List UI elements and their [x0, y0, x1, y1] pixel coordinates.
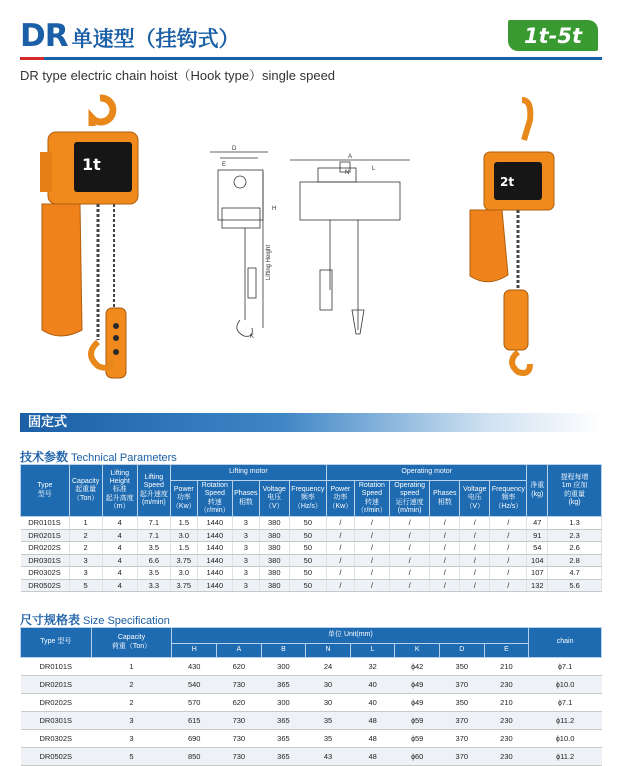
table-row	[21, 730, 602, 748]
table-cell: /	[354, 529, 389, 542]
table-cell: /	[430, 529, 460, 542]
table-cell: 3	[91, 712, 172, 730]
diameter-icon: ϕ	[555, 736, 560, 743]
page-title: 单速型（挂钩式）	[71, 27, 240, 51]
table-cell: 7.1	[137, 529, 170, 542]
table-cell: ϕ49	[395, 694, 440, 712]
th-lifting-height: Lifting Height 标准 起升高度 （m）	[102, 465, 137, 517]
table-cell: /	[490, 554, 527, 567]
page-subtitle: DR type electric chain hoist（Hook type）single speed	[20, 68, 336, 83]
table-cell: DR0502S	[21, 579, 70, 592]
th-voltage: Voltage 电压 （V）	[259, 481, 289, 517]
table-cell: 730	[217, 748, 262, 766]
th-size-col-k: K	[395, 644, 440, 658]
th-chain-weight: 提程每增 1m 应加 的重量 (kg)	[548, 465, 602, 517]
dim-label-k: K	[250, 334, 255, 340]
table-row	[21, 676, 602, 694]
hoist-photo-right	[462, 90, 567, 385]
table-cell: DR0101S	[21, 658, 92, 676]
th-lifting-motor: Lifting motor	[170, 465, 326, 481]
table-cell: 1440	[197, 579, 232, 592]
table-cell: 104	[527, 554, 548, 567]
table-cell: 91	[527, 529, 548, 542]
hoist-photo-left	[28, 90, 148, 385]
table-cell: ϕ49	[395, 676, 440, 694]
table-cell: DR0201S	[21, 529, 70, 542]
table-cell: 430	[172, 658, 217, 676]
tech-title-en: Technical Parameters	[71, 452, 177, 464]
table-cell: 50	[289, 529, 326, 542]
table-cell: /	[326, 554, 354, 567]
table-cell: /	[389, 517, 429, 530]
table-cell: DR0202S	[21, 542, 70, 555]
th-size-col-a: A	[217, 644, 262, 658]
table-cell: 370	[440, 748, 485, 766]
table-cell: ϕ10.0	[529, 676, 602, 694]
th-op-frequency: Frequency 频率 （Hz/s）	[490, 481, 527, 517]
table-cell: /	[389, 579, 429, 592]
diameter-icon: ϕ	[411, 754, 415, 761]
table-cell: 2	[91, 676, 172, 694]
size-title-cn: 尺寸规格表	[20, 613, 81, 627]
table-cell: /	[389, 554, 429, 567]
table-cell: 7.1	[137, 517, 170, 530]
tech-params-body	[21, 517, 602, 592]
diameter-icon: ϕ	[555, 682, 560, 689]
table-cell: /	[490, 579, 527, 592]
th-size-col-e: E	[484, 644, 529, 658]
table-cell: /	[460, 567, 490, 580]
table-cell: 230	[484, 712, 529, 730]
th-frequency: Frequency 频率 （Hz/s）	[289, 481, 326, 517]
table-cell: /	[354, 542, 389, 555]
table-cell: 2	[69, 542, 102, 555]
table-cell: 620	[217, 658, 262, 676]
th-size-unit: 单位 Unit(mm)	[172, 628, 529, 644]
dim-label-h: H	[272, 206, 277, 212]
table-cell: 370	[440, 676, 485, 694]
diameter-icon: ϕ	[411, 736, 415, 743]
table-cell: 230	[484, 730, 529, 748]
table-cell: 380	[259, 529, 289, 542]
dim-label-a: A	[348, 154, 353, 160]
table-cell: 300	[261, 658, 306, 676]
table-cell: DR0202S	[21, 694, 92, 712]
table-cell: 4	[102, 567, 137, 580]
section-bar	[20, 413, 602, 432]
table-cell: 620	[217, 694, 262, 712]
table-cell: 350	[440, 658, 485, 676]
table-cell: 2	[69, 529, 102, 542]
th-power: Power 功率 （Kw）	[170, 481, 197, 517]
table-row	[21, 658, 602, 676]
size-title-en: Size Specification	[83, 615, 170, 627]
table-cell: 3.75	[170, 554, 197, 567]
capacity-plate-right: 2t	[500, 175, 515, 189]
table-cell: /	[389, 567, 429, 580]
capacity-plate-left: 1t	[82, 155, 101, 174]
table-cell: 365	[261, 676, 306, 694]
th-type: Type 型号	[21, 465, 70, 517]
table-cell: 615	[172, 712, 217, 730]
table-cell: 3.0	[170, 567, 197, 580]
table-cell: 50	[289, 542, 326, 555]
dim-label-l: L	[372, 166, 376, 172]
table-cell: /	[354, 517, 389, 530]
table-cell: 3	[232, 542, 259, 555]
diameter-icon: ϕ	[557, 664, 562, 671]
table-cell: 4	[102, 529, 137, 542]
table-cell: ϕ10.0	[529, 730, 602, 748]
table-cell: 35	[306, 712, 351, 730]
table-cell: 2.3	[548, 529, 602, 542]
table-cell: 370	[440, 730, 485, 748]
table-cell: /	[430, 517, 460, 530]
table-cell: 5	[69, 579, 102, 592]
table-cell: 1	[91, 658, 172, 676]
table-cell: 6.6	[137, 554, 170, 567]
table-cell: 3	[232, 579, 259, 592]
table-cell: 380	[259, 567, 289, 580]
table-cell: 2.6	[548, 542, 602, 555]
table-cell: 210	[484, 694, 529, 712]
table-cell: DR0101S	[21, 517, 70, 530]
table-cell: ϕ59	[395, 712, 440, 730]
table-cell: /	[460, 579, 490, 592]
th-op-power: Power 功率 （Kw）	[326, 481, 354, 517]
th-size-col-d: D	[440, 644, 485, 658]
diameter-icon: ϕ	[556, 718, 561, 725]
dim-label-e: E	[222, 162, 227, 168]
diameter-icon: ϕ	[411, 682, 415, 689]
table-cell: /	[326, 579, 354, 592]
table-cell: 350	[440, 694, 485, 712]
table-cell: /	[460, 529, 490, 542]
table-cell: 1440	[197, 554, 232, 567]
th-op-voltage: Voltage 电压 （V）	[460, 481, 490, 517]
table-cell: DR0302S	[21, 730, 92, 748]
th-size-col-h: H	[172, 644, 217, 658]
th-operating-motor: Operating motor	[326, 465, 527, 481]
table-cell: ϕ7.1	[529, 694, 602, 712]
dim-label-lifting-height: Lifting Height	[266, 244, 272, 280]
page-header	[20, 18, 240, 54]
th-size-col-n: N	[306, 644, 351, 658]
table-cell: 4	[102, 542, 137, 555]
table-cell: 3.0	[170, 529, 197, 542]
brand-title: DR	[20, 18, 68, 54]
table-cell: 3	[232, 529, 259, 542]
table-cell: 380	[259, 579, 289, 592]
table-cell: 30	[306, 694, 351, 712]
table-cell: ϕ42	[395, 658, 440, 676]
table-cell: /	[389, 542, 429, 555]
table-cell: 690	[172, 730, 217, 748]
table-cell: 570	[172, 694, 217, 712]
th-phases: Phases 相数	[232, 481, 259, 517]
table-cell: 5.6	[548, 579, 602, 592]
table-cell: 3	[232, 567, 259, 580]
dim-label-n: N	[345, 170, 350, 176]
th-rotation: Rotation Speed 转速 （r/min）	[197, 481, 232, 517]
table-cell: 40	[350, 676, 395, 694]
section-title: 固定式	[28, 415, 68, 430]
table-cell: 47	[527, 517, 548, 530]
table-cell: 1.3	[548, 517, 602, 530]
table-cell: 40	[350, 694, 395, 712]
table-cell: 3	[232, 554, 259, 567]
table-row	[21, 554, 602, 567]
table-cell: 730	[217, 676, 262, 694]
table-cell: /	[430, 542, 460, 555]
table-cell: 230	[484, 748, 529, 766]
header-rule-red	[20, 57, 44, 60]
table-cell: 380	[259, 554, 289, 567]
table-cell: 3.5	[137, 542, 170, 555]
table-cell: 1440	[197, 517, 232, 530]
table-cell: 2.8	[548, 554, 602, 567]
th-size-col-b: B	[261, 644, 306, 658]
table-cell: /	[430, 567, 460, 580]
size-spec-table	[20, 627, 602, 766]
table-cell: ϕ7.1	[529, 658, 602, 676]
table-cell: ϕ60	[395, 748, 440, 766]
table-cell: 54	[527, 542, 548, 555]
size-spec-body	[21, 658, 602, 766]
table-cell: 730	[217, 712, 262, 730]
table-cell: /	[460, 542, 490, 555]
table-cell: /	[430, 579, 460, 592]
th-weight: 净重 (kg)	[527, 465, 548, 517]
table-cell: 230	[484, 676, 529, 694]
table-cell: 3	[69, 567, 102, 580]
table-cell: /	[430, 554, 460, 567]
tech-params-table	[20, 464, 602, 592]
table-cell: ϕ11.2	[529, 712, 602, 730]
table-cell: DR0301S	[21, 554, 70, 567]
table-cell: DR0201S	[21, 676, 92, 694]
table-cell: DR0301S	[21, 712, 92, 730]
table-cell: 380	[259, 542, 289, 555]
table-cell: /	[354, 567, 389, 580]
table-cell: /	[460, 554, 490, 567]
diameter-icon: ϕ	[411, 664, 415, 671]
table-row	[21, 529, 602, 542]
tech-params-heading	[20, 448, 177, 465]
table-row	[21, 567, 602, 580]
table-row	[21, 694, 602, 712]
th-size-col-l: L	[350, 644, 395, 658]
th-size-type: Type 型号	[21, 628, 92, 658]
table-cell: 30	[306, 676, 351, 694]
th-capacity: Capacity 起重量 （Ton）	[69, 465, 102, 517]
table-cell: 380	[259, 517, 289, 530]
table-cell: DR0502S	[21, 748, 92, 766]
table-cell: /	[490, 567, 527, 580]
table-row	[21, 579, 602, 592]
table-row	[21, 748, 602, 766]
diameter-icon: ϕ	[411, 700, 415, 707]
table-cell: 370	[440, 712, 485, 730]
table-row	[21, 517, 602, 530]
table-cell: ϕ11.2	[529, 748, 602, 766]
tech-title-cn: 技术参数	[20, 450, 69, 464]
table-cell: 3.3	[137, 579, 170, 592]
th-lifting-speed: Lifting Speed 起升速度 (m/min)	[137, 465, 170, 517]
header-rule-blue	[44, 57, 602, 60]
table-cell: 24	[306, 658, 351, 676]
table-cell: 50	[289, 517, 326, 530]
table-cell: 1440	[197, 567, 232, 580]
table-cell: /	[326, 542, 354, 555]
table-cell: 48	[350, 730, 395, 748]
table-cell: 3	[232, 517, 259, 530]
table-cell: /	[326, 529, 354, 542]
table-cell: 850	[172, 748, 217, 766]
th-op-speed: Operating speed 运行速度 (m/min)	[389, 481, 429, 517]
table-cell: /	[354, 554, 389, 567]
table-cell: 540	[172, 676, 217, 694]
capacity-range-badge: 1t-5t	[508, 20, 598, 51]
table-cell: 730	[217, 730, 262, 748]
table-cell: /	[490, 542, 527, 555]
table-cell: 365	[261, 730, 306, 748]
table-cell: 2	[91, 694, 172, 712]
table-cell: 1.5	[170, 517, 197, 530]
table-cell: 48	[350, 748, 395, 766]
table-cell: 50	[289, 567, 326, 580]
table-cell: 48	[350, 712, 395, 730]
table-cell: 3	[91, 730, 172, 748]
table-cell: 4	[102, 579, 137, 592]
table-cell: 210	[484, 658, 529, 676]
table-cell: 365	[261, 712, 306, 730]
table-cell: 32	[350, 658, 395, 676]
table-cell: 4	[102, 554, 137, 567]
table-cell: /	[354, 579, 389, 592]
table-cell: 3	[69, 554, 102, 567]
table-cell: 43	[306, 748, 351, 766]
table-cell: 4	[102, 517, 137, 530]
table-cell: 3.5	[137, 567, 170, 580]
table-cell: /	[460, 517, 490, 530]
table-cell: 1440	[197, 542, 232, 555]
table-cell: /	[389, 529, 429, 542]
th-size-chain: chain	[529, 628, 602, 658]
table-cell: 1.5	[170, 542, 197, 555]
table-cell: 50	[289, 554, 326, 567]
dim-label-d: D	[232, 146, 237, 152]
table-cell: 1440	[197, 529, 232, 542]
table-cell: 50	[289, 579, 326, 592]
table-cell: 300	[261, 694, 306, 712]
th-op-rotation: Rotation Speed 转速 （r/min）	[354, 481, 389, 517]
diameter-icon: ϕ	[411, 718, 415, 725]
table-row	[21, 712, 602, 730]
th-op-phases: Phases 相数	[430, 481, 460, 517]
dimension-drawing	[200, 90, 425, 355]
table-cell: /	[490, 517, 527, 530]
diameter-icon: ϕ	[556, 754, 561, 761]
table-row	[21, 542, 602, 555]
table-cell: 3.75	[170, 579, 197, 592]
size-spec-heading	[20, 611, 170, 628]
table-cell: 365	[261, 748, 306, 766]
table-cell: 132	[527, 579, 548, 592]
table-cell: /	[490, 529, 527, 542]
diameter-icon: ϕ	[557, 700, 562, 707]
table-cell: ϕ59	[395, 730, 440, 748]
th-size-capacity: Capacity 荷重（Ton）	[91, 628, 172, 658]
table-cell: 35	[306, 730, 351, 748]
table-cell: 5	[91, 748, 172, 766]
table-cell: 107	[527, 567, 548, 580]
table-cell: DR0302S	[21, 567, 70, 580]
table-cell: /	[326, 567, 354, 580]
table-cell: 4.7	[548, 567, 602, 580]
table-cell: 1	[69, 517, 102, 530]
table-cell: /	[326, 517, 354, 530]
